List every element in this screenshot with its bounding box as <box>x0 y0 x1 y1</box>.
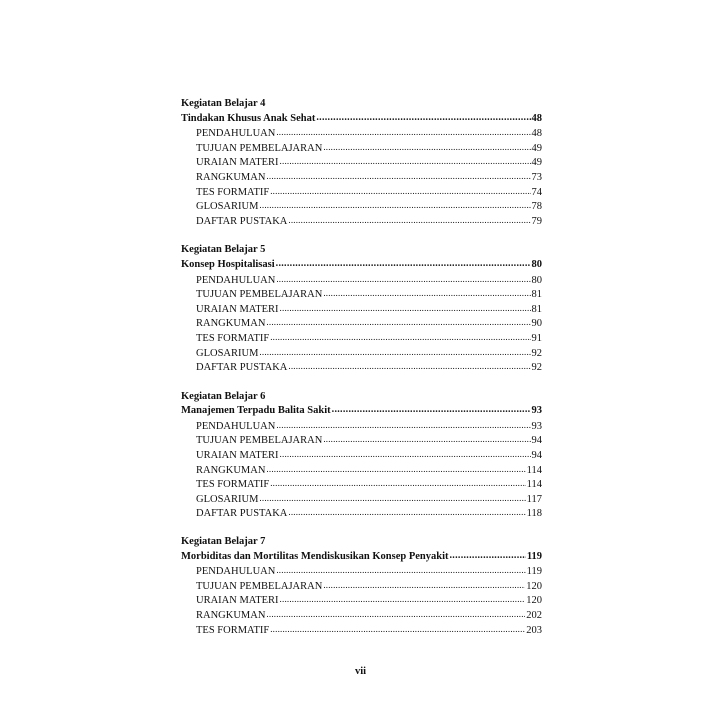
entry-page: 92 <box>531 347 542 359</box>
toc-entry[interactable] <box>181 331 542 346</box>
leader-dots <box>288 213 530 229</box>
leader-dots <box>270 330 530 346</box>
entry-label: RANGKUMAN <box>196 610 266 621</box>
leader-dots <box>280 154 531 170</box>
entry-page: 48 <box>531 128 542 140</box>
toc-main-entry[interactable] <box>181 404 542 419</box>
entry-label: TES FORMATIF <box>196 479 270 491</box>
entry-label: DAFTAR PUSTAKA <box>196 508 288 520</box>
entry-label: TUJUAN PEMBELAJARAN <box>196 435 323 447</box>
toc-entry[interactable] <box>181 155 542 170</box>
entry-label: TUJUAN PEMBELAJARAN <box>196 580 323 592</box>
toc-entry[interactable] <box>181 346 542 361</box>
section-heading: Kegiatan Belajar 6 <box>181 390 266 402</box>
leader-dots <box>280 447 531 463</box>
entry-page: 93 <box>531 405 542 417</box>
entry-page: 74 <box>531 186 542 198</box>
entry-page: 202 <box>526 610 542 621</box>
entry-page: 114 <box>526 479 542 491</box>
entry-page: 79 <box>531 215 542 227</box>
toc-entry[interactable] <box>181 623 542 638</box>
leader-dots <box>323 140 530 156</box>
entry-page: 80 <box>531 274 542 286</box>
leader-dots <box>323 286 530 302</box>
entry-label: TUJUAN PEMBELAJARAN <box>196 142 323 154</box>
section-heading: Kegiatan Belajar 7 <box>181 536 266 548</box>
toc-main-entry[interactable] <box>181 258 542 273</box>
leader-dots <box>259 198 530 214</box>
section-heading: Kegiatan Belajar 4 <box>181 98 266 109</box>
leader-dots <box>276 418 530 434</box>
entry-page: 93 <box>531 420 542 432</box>
toc-entry[interactable] <box>181 185 542 200</box>
entry-page: 78 <box>531 201 542 213</box>
page-number: vii <box>354 666 367 677</box>
entry-label: URAIAN MATERI <box>196 595 279 607</box>
leader-dots <box>288 505 525 521</box>
toc-section <box>181 535 542 637</box>
toc-entry[interactable] <box>181 302 542 317</box>
entry-page: 92 <box>531 362 542 374</box>
toc-entry[interactable] <box>181 506 542 521</box>
toc-entry[interactable] <box>181 419 542 434</box>
leader-dots <box>276 125 530 141</box>
toc-entry[interactable] <box>181 433 542 448</box>
entry-page: 80 <box>531 258 542 270</box>
toc-main-entry[interactable] <box>181 112 542 127</box>
entry-label: TES FORMATIF <box>196 332 270 344</box>
entry-label: URAIAN MATERI <box>196 450 279 462</box>
toc-entry[interactable] <box>181 287 542 302</box>
toc-entry[interactable] <box>181 214 542 229</box>
entry-page: 118 <box>526 508 542 520</box>
entry-title: Manajemen Terpadu Balita Sakit <box>181 405 331 417</box>
leader-dots <box>266 315 530 331</box>
entry-label: TES FORMATIF <box>196 624 270 636</box>
toc-entry[interactable] <box>181 579 542 594</box>
table-of-contents <box>181 97 542 652</box>
entry-page: 120 <box>526 595 542 607</box>
leader-dots <box>276 272 530 288</box>
leader-dots <box>270 622 525 638</box>
entry-label: URAIAN MATERI <box>196 303 279 315</box>
entry-page: 114 <box>526 464 542 476</box>
toc-entry[interactable] <box>181 126 542 141</box>
toc-entry[interactable] <box>181 360 542 375</box>
toc-entry[interactable] <box>181 608 542 623</box>
entry-label: URAIAN MATERI <box>196 157 279 169</box>
toc-entry[interactable] <box>181 273 542 288</box>
leader-dots <box>266 462 525 478</box>
toc-entry[interactable] <box>181 477 542 492</box>
toc-entry[interactable] <box>181 492 542 507</box>
leader-dots <box>280 301 531 317</box>
toc-entry[interactable] <box>181 199 542 214</box>
entry-title: Morbiditas dan Mortilitas Mendiskusikan Konsep Penyakit <box>181 550 449 562</box>
entry-page: 81 <box>531 289 542 301</box>
entry-page: 81 <box>531 303 542 315</box>
toc-entry[interactable] <box>181 141 542 156</box>
entry-page: 90 <box>531 318 542 330</box>
entry-label: TUJUAN PEMBELAJARAN <box>196 289 323 301</box>
entry-label: GLOSARIUM <box>196 493 259 505</box>
toc-entry[interactable] <box>181 593 542 608</box>
entry-page: 91 <box>531 332 542 344</box>
entry-page: 49 <box>531 157 542 169</box>
leader-dots <box>332 403 531 418</box>
entry-page: 203 <box>526 624 542 636</box>
leader-dots <box>316 111 530 126</box>
toc-entry[interactable] <box>181 170 542 185</box>
toc-section <box>181 243 542 374</box>
leader-dots <box>266 607 525 623</box>
entry-label: RANGKUMAN <box>196 464 266 476</box>
entry-label: PENDAHULUAN <box>196 128 276 140</box>
leader-dots <box>276 257 531 272</box>
entry-label: PENDAHULUAN <box>196 274 276 286</box>
entry-page: 120 <box>526 580 542 592</box>
entry-page: 49 <box>531 142 542 154</box>
entry-title: Tindakan Khusus Anak Sehat <box>181 112 316 124</box>
entry-page: 119 <box>526 566 542 578</box>
entry-page: 94 <box>531 435 542 447</box>
entry-label: RANGKUMAN <box>196 171 266 183</box>
leader-dots <box>266 169 530 185</box>
entry-label: TES FORMATIF <box>196 186 270 198</box>
leader-dots <box>276 563 525 579</box>
entry-label: GLOSARIUM <box>196 201 259 213</box>
leader-dots <box>270 184 530 200</box>
toc-entry[interactable] <box>181 448 542 463</box>
leader-dots <box>323 432 530 448</box>
entry-label: PENDAHULUAN <box>196 566 276 578</box>
entry-page: 73 <box>531 171 542 183</box>
leader-dots <box>288 359 530 375</box>
entry-page: 94 <box>531 450 542 462</box>
leader-dots <box>270 476 525 492</box>
toc-entry[interactable] <box>181 463 542 478</box>
entry-page: 48 <box>531 112 542 124</box>
toc-main-entry[interactable] <box>181 550 542 565</box>
entry-title: Konsep Hospitalisasi <box>181 258 275 270</box>
toc-entry[interactable] <box>181 316 542 331</box>
entry-label: PENDAHULUAN <box>196 420 276 432</box>
entry-page: 119 <box>526 550 542 562</box>
leader-dots <box>450 549 526 564</box>
toc-entry[interactable] <box>181 564 542 579</box>
entry-label: DAFTAR PUSTAKA <box>196 215 288 227</box>
leader-dots <box>259 345 530 361</box>
leader-dots <box>323 578 525 594</box>
entry-page: 117 <box>526 493 542 505</box>
entry-label: DAFTAR PUSTAKA <box>196 362 288 374</box>
section-heading: Kegiatan Belajar 5 <box>181 244 266 256</box>
toc-section <box>181 97 542 228</box>
entry-label: GLOSARIUM <box>196 347 259 359</box>
leader-dots <box>280 592 526 608</box>
leader-dots <box>259 491 525 507</box>
toc-section <box>181 390 542 521</box>
entry-label: RANGKUMAN <box>196 318 266 330</box>
